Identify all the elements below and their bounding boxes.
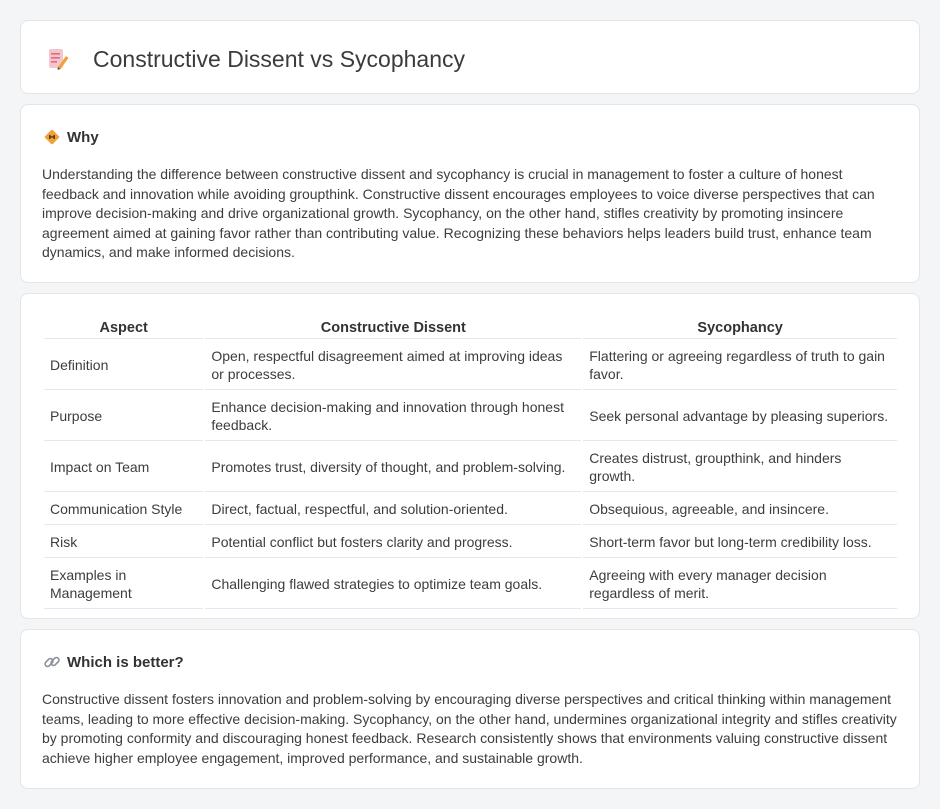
link-icon [43,653,61,671]
table-row [44,392,897,441]
document-pencil-icon [46,47,70,71]
cell-sycophancy: Creates distrust, groupthink, and hinders growth. [583,443,897,492]
cell-aspect: Purpose [44,392,203,441]
table-row [44,341,897,390]
cell-dissent: Open, respectful disagreement aimed at improving ideas or processes. [205,341,581,390]
better-body: Constructive dissent fosters innovation and problem-solving by encouraging diverse perspectives and critical thinking within management teams, leading to more effective decision-making. Sycophancy, on the other hand, undermines organizational integrity and stifles creativity by promoting conformity and discouraging honest feedback. Research consistently shows that environments valuing constructive dissent achieve higher employee engagement, improved performance, and sustainable growth. [42,691,897,766]
table-row [44,560,897,609]
comparison-section [20,293,920,619]
cell-dissent: Enhance decision-making and innovation through honest feedback. [205,392,581,441]
page-title: Constructive Dissent vs Sycophancy [93,46,465,72]
table-row [44,443,897,492]
which-is-better-section [20,629,920,789]
cell-aspect: Impact on Team [44,443,203,492]
table-row [44,527,897,558]
cell-dissent: Challenging flawed strategies to optimize team goals. [205,560,581,609]
better-heading [43,652,184,672]
cell-aspect: Risk [44,527,203,558]
header-constructive-dissent: Constructive Dissent [205,317,581,339]
cell-aspect: Definition [44,341,203,390]
why-heading [43,127,99,147]
table-row [44,494,897,525]
header-sycophancy: Sycophancy [583,317,897,339]
diamond-warning-icon [43,128,61,146]
why-body: Understanding the difference between constructive dissent and sycophancy is crucial in management to foster a culture of honest feedback and innovation while avoiding groupthink. Constructive dissent encourages employees to voice diverse perspectives that can improve decision-making and drive organizational growth. Sycophancy, on the other hand, stifles creativity by promoting insincere agreement aimed at gaining favor rather than contributing value. Recognizing these behaviors helps leaders build trust, enhance team dynamics, and make informed decisions. [42,166,875,260]
cell-aspect: Communication Style [44,494,203,525]
why-title: Why [67,128,99,146]
cell-sycophancy: Agreeing with every manager decision regardless of merit. [583,560,897,609]
cell-sycophancy: Obsequious, agreeable, and insincere. [583,494,897,525]
cell-sycophancy: Flattering or agreeing regardless of truth to gain favor. [583,341,897,390]
table-header-row [44,317,897,339]
cell-sycophancy: Short-term favor but long-term credibility loss. [583,527,897,558]
cell-dissent: Direct, factual, respectful, and solution-oriented. [205,494,581,525]
cell-dissent: Promotes trust, diversity of thought, and problem-solving. [205,443,581,492]
better-title: Which is better? [67,653,184,671]
cell-aspect: Examples in Management [44,560,203,609]
cell-dissent: Potential conflict but fosters clarity and progress. [205,527,581,558]
header-card [20,20,920,94]
why-section [20,104,920,283]
comparison-table [42,315,899,611]
cell-sycophancy: Seek personal advantage by pleasing superiors. [583,392,897,441]
header-aspect: Aspect [44,317,203,339]
